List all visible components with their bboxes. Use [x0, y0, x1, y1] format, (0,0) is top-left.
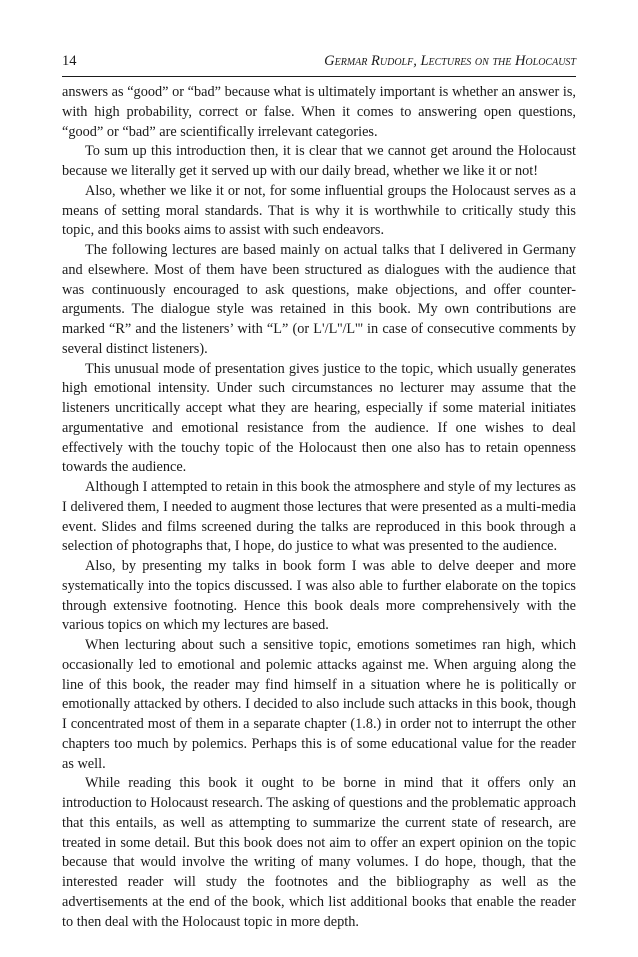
paragraph-7: Also, by presenting my talks in book form I was able to delve deeper and more systematically into the topics discussed. I was also able to further elaborate on the topics through extensive footnoting. Hence this book deals more comprehensively with the various topics on which my lectures are based. — [62, 558, 576, 634]
paragraph-6: Although I attempted to retain in this book the atmosphere and style of my lectures as I delivered them, I needed to augment those lectures that were presented as a multi-media event. Slides and films screened during the talks are reproduced in this book through a selection of photographs that, I hope, do justice to what was presented to the audience. — [62, 479, 576, 555]
paragraph-8: When lecturing about such a sensitive topic, emotions sometimes ran high, which occasionally led to emotional and polemic attacks against me. When arguing along the line of this book, the reader may find himself in a situation where he is politically or emotionally attacked by others. I decided to also include such attacks in this book, though I concentrated most of them in a separate chapter (1.8.) in order not to interrupt the other chapters too much by polemics. Perhaps this is of some educational value for the reader as well. — [62, 637, 576, 772]
book-page — [62, 53, 576, 932]
body-text — [62, 83, 576, 932]
running-header — [62, 53, 576, 77]
paragraph-9: While reading this book it ought to be borne in mind that it offers only an introduction to Holocaust research. The asking of questions and the problematic approach that this entails, as well as attempting to summarize the current state of research, are treated in some detail. But this book does not aim to offer an expert opinion on the topic because that would involve the writing of many volumes. I do hope, though, that the interested reader will study the footnotes and the bibliography as well as the advertisements at the end of the book, which list additional books that enable the reader to then deal with the Holocaust topic in more depth. — [62, 775, 576, 930]
paragraph-1: answers as “good” or “bad” because what is ultimately important is whether an answer is, with high probability, correct or false. When it comes to answering open questions, “good” or “bad” are scientifically irrelevant categories. — [62, 84, 576, 140]
running-title: Germar Rudolf, Lectures on the Holocaust — [324, 53, 576, 69]
paragraph-4: The following lectures are based mainly on actual talks that I delivered in Germany and elsewhere. Most of them have been structured as dialogues with the audience that was continuously encouraged to ask questions, make objections, and offer counter-arguments. The dialogue style was retained in this book. My own contributions are marked “R” and the listeners’ with “L” (or L'/L''/L''' in case of consecutive comments by several distinct listeners). — [62, 242, 576, 357]
paragraph-3: Also, whether we like it or not, for some influential groups the Holocaust serves as a means of setting moral standards. That is why it is worthwhile to critically study this topic, and this books aims to assist with such endeavors. — [62, 182, 576, 239]
paragraph-5: This unusual mode of presentation gives justice to the topic, which usually generates high emotional intensity. Under such circumstances no lecturer may assume that the listeners uncritically accept what they are hearing, especially if some material initiates argumentative and emotional resistance from the audience. If one wishes to deal effectively with the touchy topic of the Holocaust then one also has to retain openness towards the audience. — [62, 360, 576, 476]
paragraph-2: To sum up this introduction then, it is clear that we cannot get around the Holocaust because we literally get it served up with our daily bread, whether we like it or not! — [62, 143, 576, 179]
page-number: 14 — [62, 53, 77, 69]
